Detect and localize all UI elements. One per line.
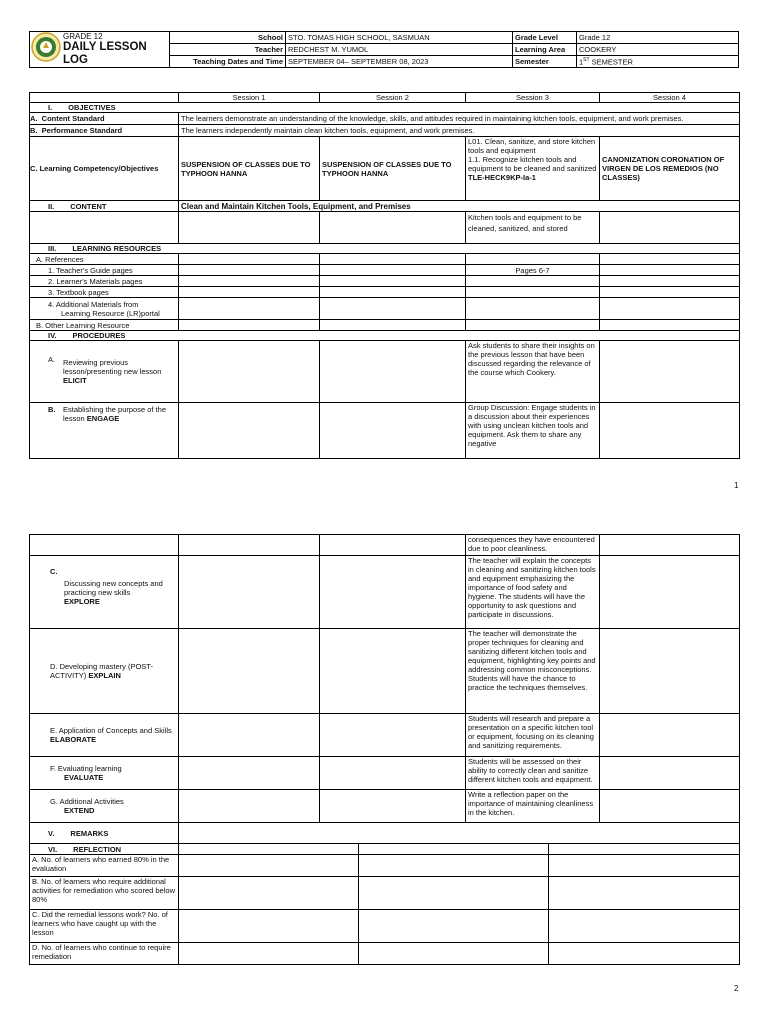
session-4-header: Session 4 — [600, 93, 740, 103]
objectives-heading — [30, 103, 740, 113]
additional-materials-label — [30, 298, 179, 320]
grade-label: GRADE 12 — [63, 32, 103, 41]
performance-standard-label — [30, 125, 179, 137]
other-resource-label: B. Other Learning Resource — [30, 320, 179, 331]
page-number-2: 2 — [734, 984, 739, 993]
proc-c-label — [30, 556, 179, 629]
proc-f-s3: Students will be assessed on their ability to correctly clean and sanitize different kitchen tools and equipment. — [466, 757, 600, 790]
remarks-title: REMARKS — [70, 828, 109, 838]
resources-heading — [30, 244, 740, 254]
proc-g-tag: EXTEND — [64, 806, 95, 815]
content-num: II. — [48, 201, 55, 211]
blank-header-cell — [30, 93, 179, 103]
learning-area-value: COOKERY — [577, 44, 739, 56]
proc-f-tag: EVALUATE — [64, 773, 104, 782]
proc-c-letter: C. — [50, 567, 58, 576]
proc-e-label — [30, 714, 179, 757]
content-heading — [30, 201, 179, 212]
learning-area-label: Learning Area — [513, 44, 577, 56]
proc-b-text: Establishing the purpose of the lesson — [63, 405, 166, 423]
content-s2 — [320, 212, 466, 244]
proc-c-text: Discussing new concepts and practicing new skills — [64, 578, 163, 597]
content-s4 — [600, 212, 740, 244]
school-value: STO. TOMAS HIGH SCHOOL, SASMUAN — [286, 32, 513, 44]
procedures-heading — [30, 331, 740, 341]
references-label: A. References — [30, 254, 179, 265]
proc-b-label — [30, 403, 179, 459]
competency-code: TLE-HECK9KP-Ia-1 — [468, 173, 536, 182]
proc-a-s3: Ask students to share their insights on the previous lesson that have been discussed regarding the relevance of the course which Cookery. — [466, 341, 600, 403]
content-standard-text: The learners demonstrate an understanding of the knowledge, skills, and attitudes required in maintaining kitchen tools, equipment, and work premises. — [179, 113, 740, 125]
performance-standard-text: The learners independently maintain clean kitchen tools, equipment, and work premises. — [179, 125, 740, 137]
resources-title: LEARNING RESOURCES — [72, 244, 162, 253]
proc-d-s3: The teacher will demonstrate the proper techniques for cleaning and sanitizing different kitchen tools and equipment, highlighting key points and addressing common misconceptions. Students will have the chance to practice the techniques themselves. — [466, 629, 600, 714]
remarks-heading — [30, 823, 179, 844]
proc-f-text: F. Evaluating learning — [50, 764, 122, 773]
doc-title: DAILY LESSON LOG — [63, 41, 147, 66]
page-number-1: 1 — [734, 481, 739, 490]
dates-label: Teaching Dates and Time — [170, 56, 286, 68]
grade-level-value: Grade 12 — [577, 32, 739, 44]
competency-session-1: SUSPENSION OF CLASSES DUE TO TYPHOON HANNA — [179, 137, 320, 201]
proc-d-label — [30, 629, 179, 714]
performance-standard-letter: B. — [30, 126, 38, 135]
session-2-header: Session 2 — [320, 93, 466, 103]
session-3-header: Session 3 — [466, 93, 600, 103]
procedures-title: PROCEDURES — [72, 331, 126, 340]
proc-a-tag: ELICIT — [63, 376, 87, 385]
proc-e-text: E. Application of Concepts and Skills — [50, 726, 172, 735]
proc-d-tag: EXPLAIN — [88, 671, 121, 680]
competency-s3-line2: 1.1. Recognize kitchen tools and equipment to be cleaned and sanitized — [468, 155, 597, 173]
dates-value: SEPTEMBER 04– SEPTEMBER 08, 2023 — [286, 56, 513, 68]
proc-e-tag: ELABORATE — [50, 735, 97, 744]
remarks-value — [179, 823, 740, 844]
content-standard-label — [30, 113, 179, 125]
session-1-header: Session 1 — [179, 93, 320, 103]
additional-materials-line2: Learning Resource (LR)portal — [61, 308, 160, 318]
content-title: CONTENT — [70, 201, 107, 211]
teacher-label: Teacher — [170, 44, 286, 56]
reflection-num: VI. — [48, 844, 58, 854]
proc-b-s3-part1: Group Discussion: Engage students in a discussion about their experiences with using unclean kitchen tools and equipment. Ask them to share any negative — [466, 403, 600, 459]
lesson-table-p2 — [29, 534, 740, 844]
header-table — [29, 31, 739, 68]
proc-g-label — [30, 790, 179, 823]
competency-session-2: SUSPENSION OF CLASSES DUE TO TYPHOON HANNA — [320, 137, 466, 201]
remarks-num: V. — [48, 828, 55, 838]
content-s1 — [179, 212, 320, 244]
performance-standard-text-label: Performance Standard — [41, 126, 123, 135]
proc-g-s3: Write a reflection paper on the importance of maintaining cleanliness in the kitchen. — [466, 790, 600, 823]
proc-f-label — [30, 757, 179, 790]
proc-a-text: Reviewing previous lesson/presenting new lesson — [63, 358, 162, 376]
content-blank-label — [30, 212, 179, 244]
proc-e-s3: Students will research and prepare a presentation on a specific kitchen tool or equipment, focusing on its cleaning and sanitizing requirements. — [466, 714, 600, 757]
teacher-value: REDCHEST M. YUMOL — [286, 44, 513, 56]
proc-c-s3: The teacher will explain the concepts in cleaning and sanitizing kitchen tools and equipment emphasizing the importance of food safety and hygiene. The students will have the opportunity to ask questions and participate in discussions. — [466, 556, 600, 629]
content-text: Clean and Maintain Kitchen Tools, Equipment, and Premises — [179, 201, 740, 212]
competency-s3-line1: L01. Clean, sanitize, and store kitchen tools and equipment — [468, 137, 596, 155]
objectives-title: OBJECTIVES — [68, 103, 116, 112]
lesson-table-p1 — [29, 92, 740, 459]
proc-g-text: G. Additional Activities — [50, 797, 124, 806]
objectives-num: I. — [48, 103, 53, 112]
semester-value — [577, 56, 739, 68]
reflection-c: C. Did the remedial lessons work? No. of learners who have caught up with the lesson — [30, 910, 179, 943]
competency-label: C. Learning Competency/Objectives — [30, 137, 179, 201]
reflection-a: A. No. of learners who earned 80% in the evaluation — [30, 855, 179, 877]
competency-session-3 — [466, 137, 600, 201]
content-standard-text-label: Content Standard — [41, 114, 105, 123]
semester-num: 1 — [579, 57, 584, 67]
proc-b-text-wrap — [48, 405, 176, 423]
content-s3: Kitchen tools and equipment to be cleaned, sanitized, and stored — [466, 212, 600, 244]
header-title-cell — [30, 32, 170, 68]
reflection-d: D. No. of learners who continue to require remediation — [30, 943, 179, 965]
lm-pages-label: 2. Learner's Materials pages — [30, 276, 179, 287]
page-2 — [0, 512, 768, 1024]
proc-a-label — [30, 341, 179, 403]
reflection-title: REFLECTION — [73, 844, 122, 854]
competency-session-4: CANONIZATION CORONATION OF VIRGEN DE LOS REMEDIOS (NO CLASSES) — [600, 137, 740, 201]
proc-a-letter: A. — [48, 355, 56, 364]
resources-num: III. — [48, 244, 57, 253]
reflection-heading — [30, 844, 179, 855]
school-label: School — [170, 32, 286, 44]
content-standard-letter: A. — [30, 114, 38, 123]
proc-b-letter: B. — [48, 405, 56, 414]
grade-level-label: Grade Level — [513, 32, 577, 44]
semester-rest: SEMESTER — [589, 57, 633, 67]
additional-materials-line1: 4. Additional Materials from — [48, 299, 139, 309]
textbook-pages-label: 3. Textbook pages — [30, 287, 179, 298]
reflection-b: B. No. of learners who require additional activities for remediation who scored below 80% — [30, 877, 179, 910]
procedures-num: IV. — [48, 331, 57, 340]
proc-b-tag: ENGAGE — [86, 414, 120, 423]
semester-label: Semester — [513, 56, 577, 68]
tg-pages-label: 1. Teacher's Guide pages — [30, 265, 179, 276]
semester-sup: ST — [583, 57, 590, 64]
reflection-table — [29, 843, 740, 965]
proc-d-text: D. Developing mastery (POST-ACTIVITY) — [50, 662, 153, 680]
proc-c-tag: EXPLORE — [64, 596, 100, 606]
tg-pages-s3: Pages 6-7 — [466, 265, 600, 276]
proc-b-s3-part2: consequences they have encountered due to poor cleanliness. — [466, 535, 600, 556]
